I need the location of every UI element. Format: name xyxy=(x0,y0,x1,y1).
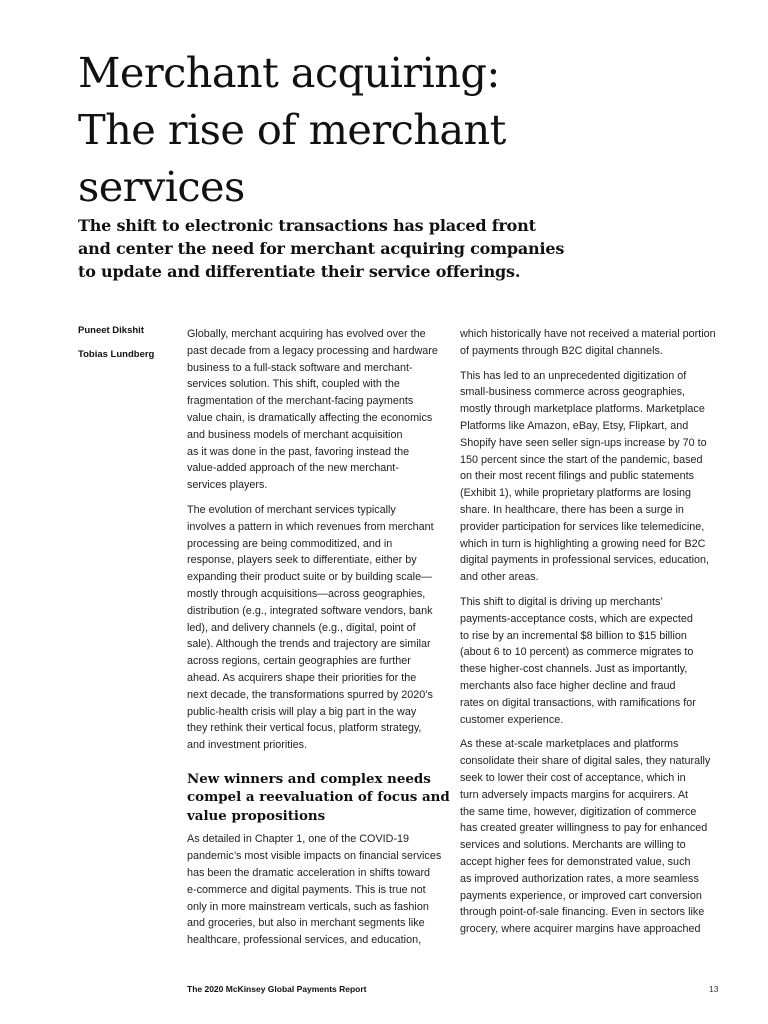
text-line: led), and delivery channels (e.g., digital, point of xyxy=(187,621,416,634)
text-line: expanding their product suite or by building scale— xyxy=(187,571,432,584)
text-line: has been the dramatic acceleration in shifts toward xyxy=(187,867,431,880)
text-line: to rise by an incremental $8 billion to $15 billion xyxy=(460,629,687,642)
text-line: The evolution of merchant services typically xyxy=(187,503,396,516)
title-line: services xyxy=(78,162,245,211)
text-line: Shopify have seen seller sign-ups increase by 70 to xyxy=(460,436,707,449)
subtitle-line: to update and differentiate their service offerings. xyxy=(78,262,521,281)
text-line: the same time, however, digitization of commerce xyxy=(460,805,697,818)
text-line: small-business commerce across geographies, xyxy=(460,386,686,399)
text-line: This has led to an unprecedented digitization of xyxy=(460,369,687,382)
article-subtitle xyxy=(78,214,565,283)
text-line: value-added approach of the new merchant- xyxy=(187,462,399,475)
text-line: business to a full-stack software and merchant- xyxy=(187,361,413,374)
text-line: (about 6 to 10 percent) as commerce migrates to xyxy=(460,646,694,659)
text-line: pandemic’s most visible impacts on financial services xyxy=(187,850,442,863)
text-line: (Exhibit 1), while proprietary platforms are losing xyxy=(460,487,692,500)
body-paragraph xyxy=(460,594,726,728)
text-line: value propositions xyxy=(187,807,326,824)
author-list xyxy=(78,325,154,373)
text-line: payments experience, or improved cart conversion xyxy=(460,889,702,902)
text-line: seek to lower their cost of acceptance, which in xyxy=(460,771,686,784)
subtitle-line: The shift to electronic transactions has placed front xyxy=(78,216,536,235)
text-line: consolidate their share of digital sales, they naturally xyxy=(460,755,711,768)
text-line: as improved authorization rates, a more seamless xyxy=(460,872,699,885)
text-line: turn adversely impacts margins for acquirers. At xyxy=(460,788,689,801)
text-line: Globally, merchant acquiring has evolved over the xyxy=(187,328,426,340)
text-line: e-commerce and digital payments. This is true not xyxy=(187,883,426,896)
text-line: share. In healthcare, there has been a surge in xyxy=(460,503,684,516)
text-line: ahead. As acquirers shape their priorities for the xyxy=(187,671,417,684)
text-line: processing are being commoditized, and in xyxy=(187,537,393,550)
text-line: which historically have not received a material portion xyxy=(460,328,716,340)
text-line: mostly through marketplace platforms. Marketplace xyxy=(460,403,705,416)
body-column-right xyxy=(460,326,726,946)
text-line: and investment priorities. xyxy=(187,739,308,752)
author-name: Puneet Dikshit xyxy=(78,325,144,336)
text-line: compel a reevaluation of focus and xyxy=(187,789,450,806)
text-line: payments-acceptance costs, which are expected xyxy=(460,612,693,625)
text-line: Platforms like Amazon, eBay, Etsy, Flipkart, and xyxy=(460,419,689,432)
title-line: The rise of merchant xyxy=(78,105,506,154)
text-line: and other areas. xyxy=(460,571,539,584)
text-line: and business models of merchant acquisition xyxy=(187,428,403,441)
text-line: which in turn is highlighting a growing need for B2C xyxy=(460,537,706,550)
text-line: and groceries, but also in merchant segments like xyxy=(187,917,425,930)
text-line: as it was done in the past, favoring instead the xyxy=(187,445,410,458)
article-title xyxy=(78,44,638,215)
text-line: New winners and complex needs xyxy=(187,770,431,787)
text-line: of payments through B2C digital channels. xyxy=(460,344,663,357)
footer-report-title: The 2020 McKinsey Global Payments Report xyxy=(187,984,367,994)
text-line: accept higher fees for demonstrated value, such xyxy=(460,855,691,868)
body-paragraph xyxy=(187,831,449,949)
text-line: on their most recent filings and public statements xyxy=(460,470,695,483)
text-line: digital payments in professional services, education, xyxy=(460,554,710,567)
text-line: This shift to digital is driving up merchants’ xyxy=(460,595,663,608)
author-name: Tobias Lundberg xyxy=(78,349,155,360)
text-line: customer experience. xyxy=(460,713,564,726)
text-line: services players. xyxy=(187,479,268,492)
text-line: fragmentation of the merchant-facing payments xyxy=(187,395,414,408)
text-line: sale). Although the trends and trajectory are similar xyxy=(187,638,431,651)
body-paragraph xyxy=(187,326,449,494)
text-line: response, players seek to differentiate, either by xyxy=(187,554,417,567)
text-line: 150 percent since the start of the pandemic, based xyxy=(460,453,703,466)
section-heading xyxy=(187,770,449,826)
text-line: past decade from a legacy processing and hardware xyxy=(187,344,438,357)
text-line: across regions, certain geographies are further xyxy=(187,655,411,668)
text-line: public-health crisis will play a big part in the way xyxy=(187,705,417,718)
body-paragraph xyxy=(460,736,726,938)
text-line: merchants also face higher decline and fraud xyxy=(460,679,676,692)
text-line: grocery, where acquirer margins have approached xyxy=(460,923,701,936)
text-line: only in more mainstream verticals, such as fashion xyxy=(187,900,429,913)
text-line: next decade, the transformations spurred by 2020’s xyxy=(187,688,433,701)
subtitle-line: and center the need for merchant acquiring companies xyxy=(78,239,565,258)
page-number: 13 xyxy=(709,984,719,994)
text-line: has created greater willingness to pay for enhanced xyxy=(460,822,708,835)
text-line: these higher-cost channels. Just as importantly, xyxy=(460,663,688,676)
text-line: As detailed in Chapter 1, one of the COVID-19 xyxy=(187,833,410,846)
text-line: distribution (e.g., integrated software vendors, bank xyxy=(187,604,433,617)
body-paragraph xyxy=(460,368,726,586)
text-line: services solution. This shift, coupled with the xyxy=(187,378,400,391)
text-line: services and solutions. Merchants are willing to xyxy=(460,839,686,852)
text-line: As these at-scale marketplaces and platforms xyxy=(460,738,679,751)
body-column-left xyxy=(187,326,449,957)
text-line: healthcare, professional services, and education, xyxy=(187,934,422,947)
title-line: Merchant acquiring: xyxy=(78,48,500,97)
body-paragraph xyxy=(187,502,449,754)
text-line: involves a pattern in which revenues from merchant xyxy=(187,520,434,533)
text-line: rates on digital transactions, with ramifications for xyxy=(460,696,696,709)
text-line: mostly through acquisitions—across geographies, xyxy=(187,587,426,600)
text-line: they rethink their vertical focus, platform strategy, xyxy=(187,722,422,735)
text-line: provider participation for services like telemedicine, xyxy=(460,520,705,533)
body-paragraph xyxy=(460,326,726,360)
text-line: through point-of-sale financing. Even in sectors like xyxy=(460,906,705,919)
text-line: value chain, is dramatically affecting the economics xyxy=(187,411,433,424)
